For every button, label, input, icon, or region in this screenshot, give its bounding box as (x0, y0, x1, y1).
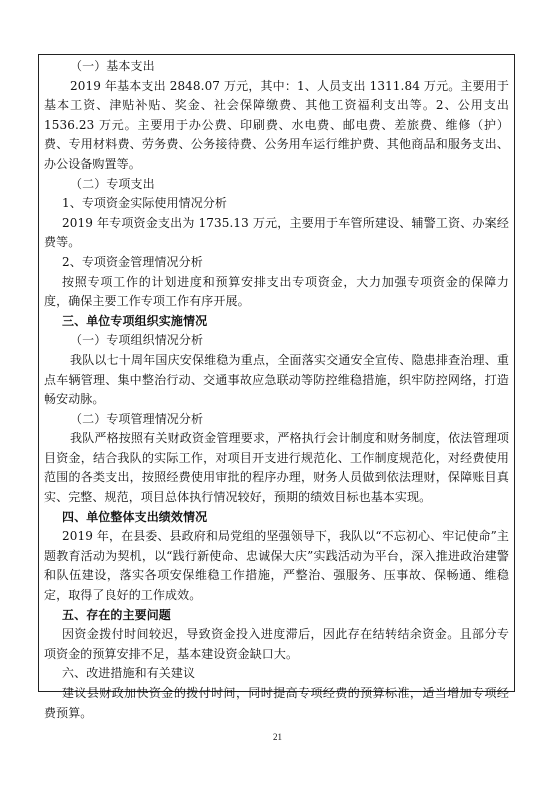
paragraph-management-analysis: 我队严格按照有关财政资金管理要求，严格执行会计制度和财务制度，依法管理项目资金，结合我队的实际工作，对项目开支进行规范化、工作制度规范化，对经费使用范围的各类支出，按照经费使用审批的程序办理，财务人员做到依法理财，保障账目真实、完整、规范，项目总体执行情况较好，预期的绩效目标也基本实现。 (44, 431, 509, 505)
heading-section-6: 六、改进措施和有关建议 (62, 666, 196, 681)
paragraph-special-usage: 2019 年专项资金支出为 1735.13 万元，主要用于车管所建设、辅警工资、办案经费等。 (44, 215, 509, 250)
paragraph-basic-expenditure: 2019 年基本支出 2848.07 万元，其中：1、人员支出 1311.84 万元。主要用于基本工资、津贴补贴、奖金、社会保障缴费、其他工资福利支出等。2、公用支出 1536.23 万元。主要用于办公费、印刷费、水电费、邮电费、差旅费、维修（护）费、专用材料费、劳务费、公务接待费、公务用车运行维护费、其他商品和服务支出、办公设备购置等。 (44, 78, 509, 171)
heading-section-3: 三、单位专项组织实施情况 (62, 313, 208, 328)
heading-organization-analysis: （一）专项组织情况分析 (70, 333, 204, 348)
paragraph-special-management: 按照专项工作的计划进度和预算安排支出专项资金，大力加强专项资金的保障力度，确保主要工作专项工作有序开展。 (44, 274, 509, 309)
paragraph-section-6: 建议县财政加快资金的拨付时间，同时提高专项经费的预算标准，适当增加专项经费预算。 (44, 686, 509, 720)
page-number: 21 (273, 732, 282, 742)
heading-section-4: 四、单位整体支出绩效情况 (62, 509, 208, 524)
heading-management-analysis: （二）专项管理情况分析 (70, 411, 204, 426)
paragraph-section-4: 2019 年，在县委、县政府和局党组的坚强领导下，我队以“不忘初心、牢记使命”主题教育活动为契机，以“践行新使命、忠诚保大庆”实践活动为平台，深入推进政治建警和队伍建设，落实各项安保维稳工作措施，严整治、强服务、压事故、保畅通、维稳定，取得了良好的工作成效。 (44, 529, 509, 603)
heading-basic-expenditure: （一）基本支出 (70, 59, 155, 73)
heading-section-5: 五、存在的主要问题 (62, 607, 171, 622)
document-body (44, 57, 509, 723)
paragraph-section-5: 因资金拨付时间较迟，导致资金投入进度滞后，因此存在结转结余资金。且部分专项资金的预算安排不足，基本建设资金缺口大。 (44, 627, 509, 661)
paragraph-organization-analysis: 我队以七十周年国庆安保维稳为重点，全面落实交通安全宣传、隐患排查治理、重点车辆管理、集中整治行动、交通事故应急联动等防控维稳措施，织牢防控网络，打造畅安动脉。 (44, 352, 509, 407)
heading-special-expenditure: （二）专项支出 (70, 176, 155, 191)
heading-special-management: 2、专项资金管理情况分析 (62, 254, 203, 269)
heading-special-usage: 1、专项资金实际使用情况分析 (62, 196, 228, 211)
